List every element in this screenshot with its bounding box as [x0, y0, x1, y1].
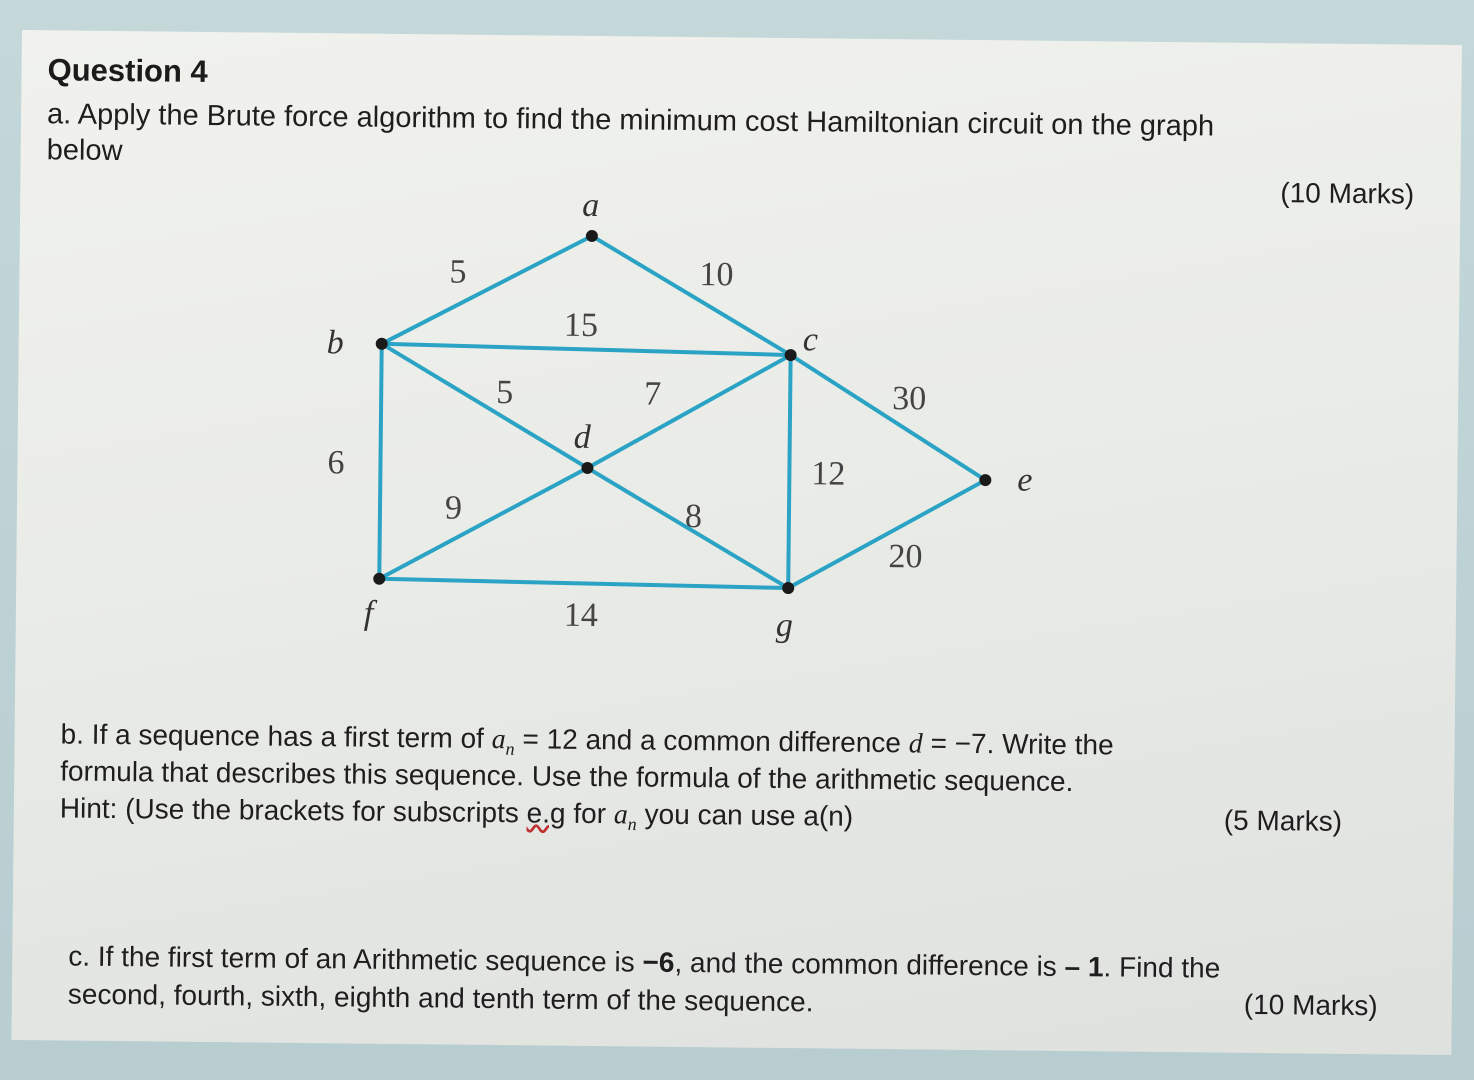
weight-c-d: 7 [644, 375, 662, 413]
edge-c-d [587, 353, 790, 470]
spelling-flag: e.g [526, 797, 566, 829]
weight-g-e: 20 [888, 538, 923, 576]
question-sheet [11, 30, 1461, 1055]
part-b-marks: (5 Marks) [1223, 804, 1343, 837]
part-b-text-3b: for [573, 797, 607, 830]
math-a: a [491, 723, 506, 756]
part-a-marks: (10 Marks) [1280, 177, 1415, 210]
math-a-n [491, 723, 515, 759]
part-b-text-1c: = −7. Write the [930, 727, 1114, 761]
edge-g-e [788, 478, 985, 590]
weight-c-e: 30 [891, 380, 927, 418]
math-sub-n-2: n [627, 813, 637, 835]
weight-d-g: 8 [684, 497, 703, 536]
weight-b-c: 15 [563, 306, 599, 345]
part-a-line-1: a. Apply the Brute force algorithm to find the minimum cost Hamiltonian circuit on the graph [46, 98, 1215, 143]
part-b-line-3 [60, 792, 854, 837]
edge-c-g [788, 355, 790, 588]
part-c-text-1a: c. If the first term of an Arithmetic sequence is [68, 940, 635, 978]
math-d: d [908, 728, 923, 760]
part-a-line-2: below [46, 134, 123, 168]
edge-b-d [380, 344, 588, 468]
edge-a-b [382, 234, 592, 346]
part-c-line-1 [68, 941, 1220, 985]
math-a-n-2 [613, 799, 637, 835]
question-title: Question 4 [47, 52, 208, 89]
part-b-text-1b: = 12 and a common difference [522, 723, 902, 759]
edge-b-f [379, 344, 381, 579]
weight-d-f: 9 [444, 489, 463, 527]
vertex-f-label: f [363, 594, 374, 632]
part-c-line-2: second, fourth, sixth, eighth and tenth term of the sequence. [67, 978, 814, 1018]
math-sub-n: n [505, 738, 515, 759]
weight-a-c: 10 [699, 256, 734, 294]
edge-b-c [382, 344, 791, 355]
weight-b-d: 5 [496, 373, 514, 412]
part-c-value-first-term: −6 [642, 946, 675, 978]
vertex-e-label: e [1017, 461, 1033, 499]
edge-a-c [591, 236, 792, 355]
vertex-g-label: g [775, 606, 793, 645]
math-a-2: a [613, 799, 628, 831]
edge-f-g [379, 579, 788, 588]
vertex-b-label: b [326, 324, 344, 362]
part-c-marks: (10 Marks) [1243, 988, 1378, 1022]
part-b-text-3a: Hint: (Use the brackets for subscripts [59, 792, 520, 829]
weight-f-g: 14 [563, 596, 599, 635]
vertex-d-label: d [573, 418, 591, 456]
part-c-value-difference: – 1 [1064, 950, 1104, 983]
part-b-text-3c: you can use a(n) [644, 798, 854, 832]
part-c-text-1b: , and the common difference is [674, 946, 1057, 982]
part-b-line-2: formula that describes this sequence. Use the formula of the arithmetic sequence. [60, 755, 1074, 798]
weight-b-f: 6 [327, 444, 345, 482]
weight-c-g: 12 [811, 455, 846, 493]
weight-a-b: 5 [449, 253, 467, 291]
part-c-text-1c: . Find the [1103, 951, 1221, 984]
vertex-a-label: a [582, 186, 600, 225]
vertex-c-label: c [802, 321, 819, 359]
edge-d-f [379, 466, 587, 581]
part-b-text-1a: b. If a sequence has a first term of [60, 718, 485, 754]
hamiltonian-graph [16, 30, 1033, 660]
